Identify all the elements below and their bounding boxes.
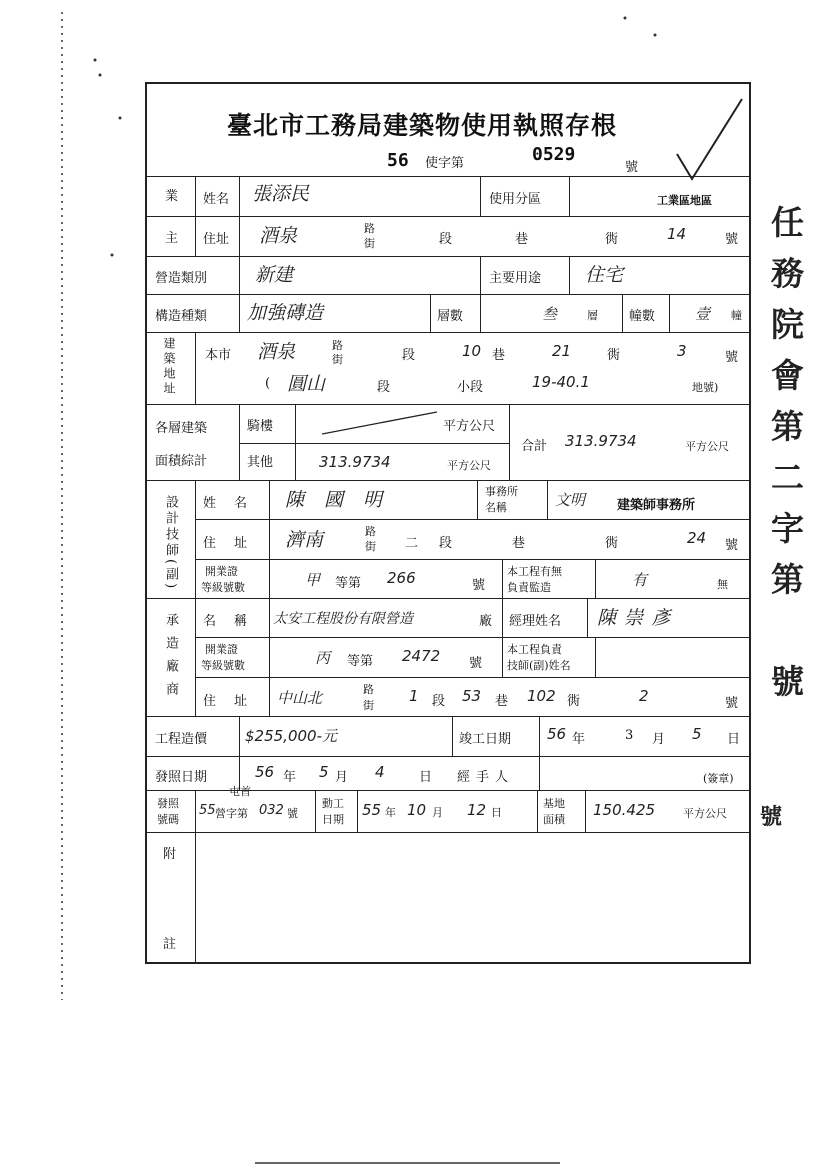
row-cost [147, 716, 749, 757]
issue-year: 56 [255, 763, 275, 781]
contractor-duan: 段 [432, 694, 446, 709]
floors-value: 叁 [542, 305, 558, 323]
row-permit [147, 785, 749, 833]
designer-alley: 衖 [605, 536, 619, 551]
permit-year: 55 [199, 803, 216, 818]
build-type-label: 營造類別 [155, 271, 208, 286]
contractor-addr-label: 住址 [203, 694, 266, 709]
designer-number: 24 [687, 529, 707, 547]
cost-label: 工程造價 [155, 732, 208, 747]
owner-name-label: 姓名 [203, 192, 230, 207]
done-year: 56 [547, 725, 567, 743]
contractor-lane-no: 53 [462, 687, 482, 705]
row-structure [147, 294, 749, 333]
contractor-lic-grade: 丙 [315, 649, 331, 667]
office-label-1: 事務所 [485, 485, 518, 498]
office-name: 文明 [555, 491, 586, 509]
other-label: 其他 [247, 455, 274, 470]
contractor-lic-no: 2472 [402, 647, 441, 665]
done-label: 竣工日期 [459, 732, 512, 747]
base-value: 150.425 [593, 801, 656, 819]
start-day-unit: 日 [491, 806, 502, 819]
start-label-1: 動工 [322, 797, 344, 810]
contractor-st: 街 [363, 699, 374, 712]
blocks-unit: 幢 [731, 309, 742, 322]
contractor-lic-label-2: 等級號數 [201, 659, 245, 672]
contractor-lane: 巷 [495, 694, 509, 709]
row-contractor [147, 598, 749, 717]
contractor-road: 路 [363, 683, 374, 696]
alley-label: 衖 [605, 232, 619, 247]
handler-label: 經手人 [457, 770, 515, 785]
designer-name-label: 姓名 [203, 496, 266, 511]
permit-no: 032 [259, 803, 284, 818]
done-month: 3 [625, 728, 634, 743]
designer-lic-label-1: 開業證 [205, 565, 238, 578]
contractor-lic-mid: 等第 [347, 654, 374, 669]
owner-name: 張添民 [252, 183, 310, 205]
build-type: 新建 [255, 264, 294, 286]
arcade-strike [322, 409, 442, 439]
designer-duan: 段 [439, 536, 453, 551]
designer-lane: 巷 [512, 536, 526, 551]
site-lane-no: 10 [462, 342, 482, 360]
total-value: 313.9734 [565, 432, 637, 450]
other-value: 313.9734 [319, 453, 391, 471]
issue-day: 4 [375, 763, 385, 781]
base-label-2: 面積 [543, 813, 565, 826]
start-label-2: 日期 [322, 813, 344, 826]
done-year-unit: 年 [572, 732, 586, 747]
duan-label: 段 [439, 232, 453, 247]
site-alley: 衖 [607, 348, 621, 363]
site-lane: 巷 [492, 348, 506, 363]
site-duan: 段 [402, 348, 416, 363]
owner-number: 14 [667, 225, 687, 243]
row-site [147, 332, 749, 405]
designer-hao: 號 [725, 538, 739, 553]
contractor-lic-hao: 號 [469, 656, 483, 671]
lot-number: 19-40.1 [532, 373, 590, 391]
manager-label: 經理姓名 [509, 614, 562, 629]
use-label: 使字第 [425, 156, 465, 171]
site-alley-no: 21 [552, 342, 572, 360]
total-unit: 平方公尺 [685, 440, 729, 453]
contractor-name-suffix: 廠 [479, 614, 493, 629]
site-road: 路 [332, 339, 343, 352]
lot-area: 圓山 [287, 373, 326, 395]
license-form [145, 82, 751, 964]
structure-label: 構造種類 [155, 309, 208, 324]
issue-label: 發照日期 [155, 770, 208, 785]
area-label-1: 各層建築 [155, 421, 208, 436]
contractor-alley-no: 102 [527, 687, 556, 705]
contractor-alley: 衖 [567, 694, 581, 709]
arcade-unit: 平方公尺 [443, 419, 496, 434]
contractor-hao: 號 [725, 696, 739, 711]
hao-label: 號 [725, 232, 739, 247]
owner-section-1: 業 [165, 189, 179, 204]
lane-label: 巷 [515, 232, 529, 247]
contractor-name-label: 名稱 [203, 614, 266, 629]
office-label-2: 名稱 [485, 501, 507, 514]
floors-unit: 層 [587, 309, 598, 322]
supervise-value: 有 [632, 571, 648, 589]
issue-year-unit: 年 [283, 770, 297, 785]
designer-street: 濟南 [285, 529, 324, 551]
designer-duan-no: 二 [405, 536, 419, 551]
row-owner-address [147, 216, 749, 257]
designer-name: 陳國明 [285, 489, 403, 511]
site-city: 本市 [205, 348, 232, 363]
row-remarks [147, 832, 749, 962]
base-unit: 平方公尺 [683, 807, 727, 820]
designer-lic-label-2: 等級號數 [201, 581, 245, 594]
issue-day-unit: 日 [419, 770, 433, 785]
contractor-lic-label-1: 開業證 [205, 643, 238, 656]
issue-month: 5 [319, 763, 329, 781]
office-suffix: 建築師事務所 [617, 498, 696, 513]
designer-road: 路 [365, 525, 376, 538]
no-suffix: 號 [625, 160, 639, 175]
done-day-unit: 日 [727, 732, 741, 747]
owner-street: 酒泉 [259, 225, 298, 247]
start-month: 10 [407, 801, 427, 819]
supervise-label-2: 負責監造 [507, 581, 551, 594]
done-day: 5 [692, 725, 702, 743]
cost-value: $255,000-元 [245, 727, 337, 745]
contractor-name: 太安工程股份有限營造 [273, 611, 413, 627]
row-area [147, 404, 749, 481]
arcade-label: 騎樓 [247, 419, 274, 434]
designer-lic-grade: 甲 [305, 571, 321, 589]
structure: 加強磚造 [247, 302, 324, 324]
permit-label-2: 號碼 [157, 813, 179, 826]
designer-lic-hao: 號 [472, 578, 486, 593]
designer-lic-mid: 等第 [335, 576, 362, 591]
road-label: 路 [364, 222, 375, 235]
zone-label: 使用分區 [489, 192, 542, 207]
issue-month-unit: 月 [335, 770, 349, 785]
row-build-type [147, 256, 749, 295]
row-designer [147, 480, 749, 599]
site-number: 3 [677, 342, 687, 360]
sign-label: (簽章) [703, 772, 734, 785]
site-st: 街 [332, 353, 343, 366]
owner-address-label: 住址 [203, 232, 230, 247]
site-label: 建築地址 [162, 337, 176, 397]
blocks-value: 壹 [695, 305, 711, 323]
owner-section-2: 主 [165, 231, 179, 246]
zone-value: 工業區地區 [657, 194, 712, 207]
street-label: 街 [364, 237, 375, 250]
contractor-number: 2 [639, 687, 649, 705]
designer-addr-label: 住址 [203, 536, 266, 551]
start-day: 12 [467, 801, 487, 819]
lot-duan: 段 [377, 380, 391, 395]
remarks-label-bottom: 註 [163, 937, 177, 952]
permit-mid: 營字第 [215, 807, 248, 820]
side-stamp-bottom: 號 [760, 804, 783, 830]
designer-lic-no: 266 [387, 569, 416, 587]
start-year-unit: 年 [385, 806, 396, 819]
tech-label-2: 技師(副)姓名 [507, 659, 571, 672]
row-owner-name [147, 176, 749, 217]
side-stamp-text: 任務院會第二字第 號 [766, 205, 805, 715]
permit-note: 屯首 [229, 785, 251, 798]
designer-label: 設計技師(副) [163, 495, 178, 592]
lot-small: 小段 [457, 380, 484, 395]
start-month-unit: 月 [432, 806, 443, 819]
designer-st: 街 [365, 540, 376, 553]
check-mark [667, 94, 747, 184]
start-year: 55 [362, 801, 382, 819]
contractor-duan-no: 1 [409, 687, 419, 705]
done-month-unit: 月 [652, 732, 666, 747]
supervise-wu: 無 [717, 578, 728, 591]
total-label: 合計 [521, 439, 548, 454]
contractor-label: 承造廠商 [163, 613, 178, 705]
permit-hao: 號 [287, 807, 298, 820]
tech-label-1: 本工程負責 [507, 643, 562, 656]
floors-label: 層數 [437, 309, 464, 324]
form-title: 臺北市工務局建築物使用執照存根 [227, 111, 618, 140]
purpose-label: 主要用途 [489, 271, 542, 286]
blocks-label: 幢數 [629, 309, 656, 324]
license-number: 0529 [532, 144, 576, 165]
lot-suffix: 地號) [692, 381, 719, 394]
license-year: 56 [387, 150, 409, 171]
contractor-street: 中山北 [277, 689, 323, 707]
site-hao: 號 [725, 350, 739, 365]
base-label-1: 基地 [543, 797, 565, 810]
supervise-label-1: 本工程有無 [507, 565, 562, 578]
site-street: 酒泉 [257, 341, 296, 363]
site-paren: ( [265, 376, 271, 391]
other-unit: 平方公尺 [447, 459, 491, 472]
area-label-2: 面積綜計 [155, 454, 208, 469]
manager-name: 陳崇彥 [597, 607, 679, 629]
remarks-label-top: 附 [163, 847, 177, 862]
purpose: 住宅 [585, 264, 624, 286]
permit-label-1: 發照 [157, 797, 179, 810]
